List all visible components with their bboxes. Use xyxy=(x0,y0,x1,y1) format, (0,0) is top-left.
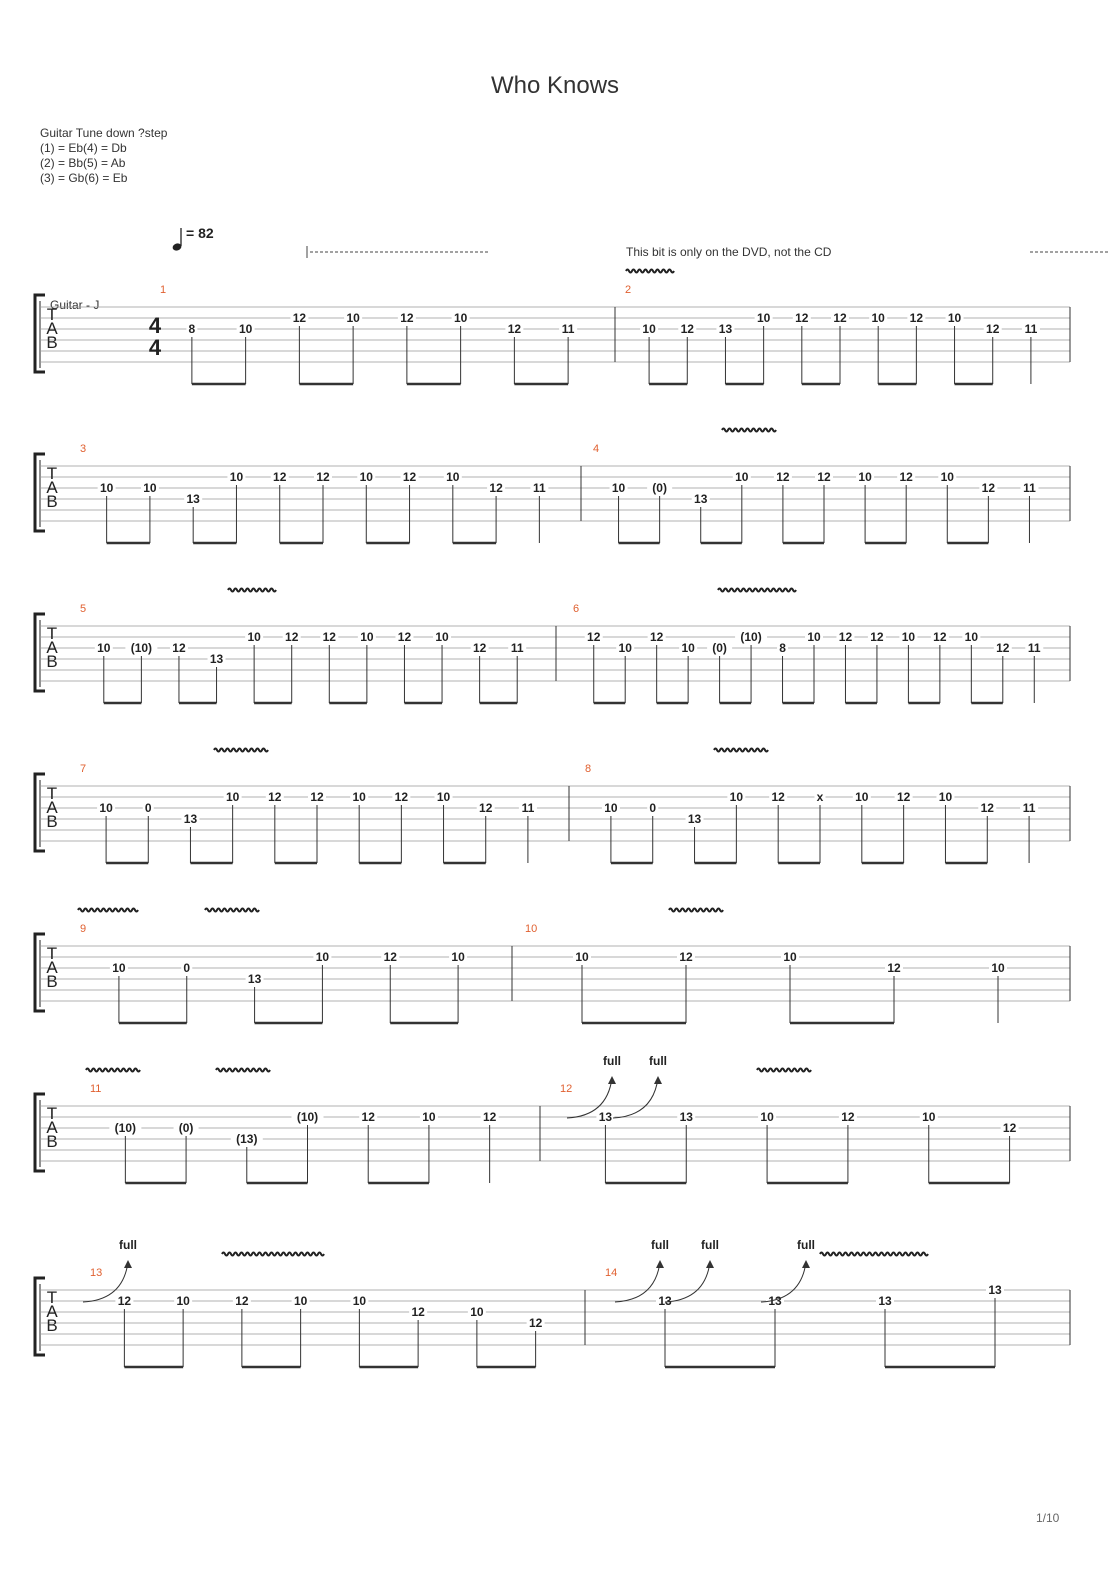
measure-number: 14 xyxy=(605,1267,618,1279)
fret-number: 12 xyxy=(933,630,947,644)
vibrato-mark xyxy=(214,749,268,752)
measure-number: 5 xyxy=(80,603,87,615)
fret-number: 13 xyxy=(694,492,708,506)
fret-number: 12 xyxy=(587,630,601,644)
vibrato-mark xyxy=(228,589,276,592)
fret-number: 11 xyxy=(1024,322,1038,336)
tab-system xyxy=(35,603,1070,703)
fret-number: 10 xyxy=(901,630,916,644)
tab-clef-letter: B xyxy=(46,812,58,831)
fret-number: 10 xyxy=(611,481,626,495)
tab-clef-letter: T xyxy=(46,944,58,963)
fret-number: 10 xyxy=(575,950,589,964)
fret-number: 12 xyxy=(771,790,785,804)
bend-arrowhead xyxy=(656,1260,664,1268)
bend-label: full xyxy=(119,1238,137,1252)
vibrato-mark xyxy=(78,909,138,912)
fret-number: 12 xyxy=(833,311,847,325)
fret-number: 10 xyxy=(453,311,468,325)
bend-arrowhead xyxy=(654,1076,662,1084)
fret-number: 0 xyxy=(649,801,657,815)
page-title: Who Knows xyxy=(490,72,620,99)
fret-number: 10 xyxy=(604,801,618,815)
fret-number: 13 xyxy=(186,492,200,506)
fret-number: 11 xyxy=(1027,641,1041,655)
track-label: Guitar - J xyxy=(50,298,100,312)
measure-number: 6 xyxy=(573,603,580,615)
fret-number: 10 xyxy=(922,1110,936,1124)
fret-number: 10 xyxy=(247,630,261,644)
bend-arrowhead xyxy=(124,1260,132,1268)
tab-clef-letter: A xyxy=(46,478,58,497)
fret-number: (10) xyxy=(740,630,762,644)
fret-number: 12 xyxy=(316,470,330,484)
tab-clef-letter: T xyxy=(46,624,58,643)
fret-number: 12 xyxy=(411,1305,425,1319)
fret-number: 10 xyxy=(451,950,465,964)
fret-number: 10 xyxy=(436,790,451,804)
fret-number: 10 xyxy=(422,1110,436,1124)
measure-number: 13 xyxy=(90,1267,103,1279)
tab-system xyxy=(35,1083,1070,1183)
fret-number: 12 xyxy=(649,630,664,644)
tempo-marking: = 82 xyxy=(186,225,214,241)
fret-number: 10 xyxy=(938,790,953,804)
vibrato-mark xyxy=(669,909,723,912)
fret-number: 12 xyxy=(896,790,911,804)
fret-number: 10 xyxy=(315,950,330,964)
fret-number: (0) xyxy=(178,1121,194,1135)
section-annotation: This bit is only on the DVD, not the CD xyxy=(626,245,832,259)
fret-number: (10) xyxy=(114,1121,137,1135)
vibrato-mark xyxy=(820,1253,928,1256)
fret-number: 10 xyxy=(807,630,821,644)
fret-number: 10 xyxy=(176,1294,190,1308)
fret-number: 10 xyxy=(947,311,962,325)
fret-number: 12 xyxy=(980,801,994,815)
measure-number: 2 xyxy=(625,284,632,296)
fret-number: 10 xyxy=(871,311,885,325)
tuning-heading: Guitar Tune down ?step xyxy=(40,126,168,140)
vibrato-mark xyxy=(757,1069,811,1072)
fret-number: 13 xyxy=(768,1294,782,1308)
measure-number: 8 xyxy=(585,763,592,775)
fret-number: 11 xyxy=(1023,481,1036,495)
tab-system xyxy=(35,763,1070,863)
fret-number: 10 xyxy=(360,630,374,644)
fret-number: 10 xyxy=(470,1305,484,1319)
fret-number: 10 xyxy=(143,481,157,495)
fret-number: 12 xyxy=(402,470,417,484)
bend-label: full xyxy=(649,1054,667,1068)
bend-label: full xyxy=(603,1054,621,1068)
fret-number: 10 xyxy=(435,630,449,644)
tab-clef-letter: T xyxy=(46,1104,58,1123)
fret-number: 12 xyxy=(400,311,414,325)
tab-system xyxy=(35,1267,1070,1367)
fret-number: 12 xyxy=(986,322,1000,336)
fret-number: 12 xyxy=(489,481,503,495)
tab-clef-letter: A xyxy=(46,798,58,817)
tab-clef-letter: B xyxy=(46,1132,58,1151)
fret-number: 10 xyxy=(681,641,695,655)
tab-clef-letter: A xyxy=(46,1118,58,1137)
fret-number: 12 xyxy=(841,1110,855,1124)
tuning-line: (2) = Bb(5) = Ab xyxy=(40,156,126,170)
measure-number: 7 xyxy=(80,763,87,775)
bend-label: full xyxy=(651,1238,669,1252)
fret-number: 10 xyxy=(735,470,749,484)
measure-number: 11 xyxy=(90,1083,102,1095)
bend-arrowhead xyxy=(802,1260,810,1268)
fret-number: 13 xyxy=(209,652,224,666)
fret-number: 13 xyxy=(718,322,733,336)
measure-number: 4 xyxy=(593,443,600,455)
fret-number: 12 xyxy=(887,961,901,975)
fret-number: 12 xyxy=(909,311,924,325)
page-number: 1/10 xyxy=(1036,1511,1060,1525)
fret-number: 10 xyxy=(112,961,126,975)
tab-clef-letter: A xyxy=(46,319,58,338)
fret-number: 13 xyxy=(988,1283,1002,1297)
fret-number: x xyxy=(816,790,824,804)
fret-number: 12 xyxy=(172,641,186,655)
fret-number: 12 xyxy=(273,470,287,484)
fret-number: 11 xyxy=(533,481,546,495)
fret-number: 10 xyxy=(446,470,460,484)
fret-number: 10 xyxy=(99,801,113,815)
fret-number: 12 xyxy=(397,630,412,644)
fret-number: 12 xyxy=(292,311,307,325)
fret-number: 8 xyxy=(188,322,196,336)
time-signature-top: 4 xyxy=(148,313,162,338)
fret-number: 0 xyxy=(183,961,191,975)
vibrato-mark xyxy=(86,1069,140,1072)
tab-clef-letter: B xyxy=(46,972,58,991)
fret-number: 10 xyxy=(99,481,114,495)
tab-clef-letter: B xyxy=(46,1316,58,1335)
fret-number: 10 xyxy=(991,961,1005,975)
fret-number: 10 xyxy=(642,322,656,336)
vibrato-mark xyxy=(718,589,796,592)
fret-number: 10 xyxy=(293,1294,308,1308)
fret-number: (10) xyxy=(296,1110,319,1124)
fret-number: 10 xyxy=(729,790,744,804)
fret-number: 12 xyxy=(394,790,409,804)
fret-number: 13 xyxy=(878,1294,892,1308)
fret-number: 10 xyxy=(760,1110,774,1124)
fret-number: 10 xyxy=(352,790,366,804)
fret-number: 10 xyxy=(618,641,632,655)
fret-number: 8 xyxy=(779,641,786,655)
fret-number: 12 xyxy=(472,641,487,655)
tab-clef-letter: T xyxy=(46,464,58,483)
fret-number: 12 xyxy=(981,481,996,495)
fret-number: 10 xyxy=(97,641,111,655)
fret-number: 12 xyxy=(310,790,324,804)
fret-number: 13 xyxy=(658,1294,672,1308)
fret-number: 12 xyxy=(285,630,299,644)
tab-system xyxy=(35,443,1070,543)
fret-number: 13 xyxy=(679,1110,693,1124)
fret-number: 11 xyxy=(521,801,535,815)
fret-number: 10 xyxy=(783,950,797,964)
measure-number: 9 xyxy=(80,923,87,935)
fret-number: 11 xyxy=(1022,801,1036,815)
tab-system xyxy=(35,923,1070,1023)
fret-number: 10 xyxy=(964,630,979,644)
measure-number: 10 xyxy=(525,923,538,935)
fret-number: 12 xyxy=(1002,1121,1017,1135)
fret-number: 12 xyxy=(996,641,1010,655)
fret-number: 12 xyxy=(235,1294,249,1308)
fret-number: 12 xyxy=(680,322,694,336)
fret-number: 12 xyxy=(870,630,884,644)
vibrato-mark xyxy=(205,909,259,912)
time-signature-bottom: 4 xyxy=(148,335,162,360)
fret-number: 10 xyxy=(756,311,771,325)
fret-number: 13 xyxy=(247,972,262,986)
tuning-line: (3) = Gb(6) = Eb xyxy=(40,171,128,185)
fret-number: 10 xyxy=(346,311,360,325)
fret-number: 10 xyxy=(238,322,253,336)
tab-clef-letter: T xyxy=(46,305,58,324)
bend-label: full xyxy=(701,1238,719,1252)
fret-number: (10) xyxy=(130,641,153,655)
fret-number: 12 xyxy=(899,470,913,484)
tab-clef-letter: B xyxy=(46,333,58,352)
fret-number: 10 xyxy=(858,470,872,484)
fret-number: 12 xyxy=(817,470,831,484)
fret-number: 12 xyxy=(117,1294,132,1308)
fret-number: 12 xyxy=(776,470,790,484)
tab-clef-letter: B xyxy=(46,492,58,511)
bend-arrowhead xyxy=(608,1076,616,1084)
fret-number: 12 xyxy=(361,1110,375,1124)
tab-clef-letter: B xyxy=(46,652,58,671)
measure-number: 12 xyxy=(560,1083,573,1095)
tab-clef-letter: A xyxy=(46,638,58,657)
bend-arrowhead xyxy=(706,1260,714,1268)
bend-label: full xyxy=(797,1238,815,1252)
vibrato-mark xyxy=(216,1069,270,1072)
bend-curve xyxy=(613,1078,658,1118)
fret-number: 12 xyxy=(322,630,336,644)
fret-number: 12 xyxy=(268,790,282,804)
fret-number: (0) xyxy=(652,481,667,495)
vibrato-mark xyxy=(626,270,674,273)
fret-number: (0) xyxy=(712,641,727,655)
tab-clef-letter: A xyxy=(46,1302,58,1321)
measure-number: 1 xyxy=(160,284,167,296)
fret-number: 12 xyxy=(479,801,493,815)
fret-number: 10 xyxy=(359,470,373,484)
fret-number: 13 xyxy=(687,812,702,826)
fret-number: 11 xyxy=(510,641,524,655)
fret-number: 0 xyxy=(144,801,152,815)
fret-number: 10 xyxy=(352,1294,367,1308)
fret-number: 12 xyxy=(528,1316,543,1330)
tab-clef-letter: A xyxy=(46,958,58,977)
vibrato-mark xyxy=(722,429,776,432)
fret-number: 10 xyxy=(940,470,954,484)
fret-number: 13 xyxy=(183,812,198,826)
vibrato-mark xyxy=(222,1253,324,1256)
fret-number: 12 xyxy=(482,1110,497,1124)
tab-system xyxy=(35,284,1070,384)
fret-number: 12 xyxy=(838,630,853,644)
fret-number: 10 xyxy=(225,790,240,804)
tab-clef-letter: T xyxy=(46,784,58,803)
tuning-line: (1) = Eb(4) = Db xyxy=(40,141,127,155)
measure-number: 3 xyxy=(80,443,87,455)
fret-number: 13 xyxy=(598,1110,613,1124)
fret-number: 12 xyxy=(383,950,397,964)
fret-number: 10 xyxy=(229,470,244,484)
fret-number: 10 xyxy=(855,790,869,804)
bend-curve xyxy=(615,1262,660,1302)
fret-number: 12 xyxy=(795,311,809,325)
tab-clef-letter: T xyxy=(46,1288,58,1307)
fret-number: 12 xyxy=(507,322,522,336)
fret-number: (13) xyxy=(236,1132,258,1146)
fret-number: 12 xyxy=(679,950,693,964)
vibrato-mark xyxy=(714,749,768,752)
fret-number: 11 xyxy=(561,322,575,336)
